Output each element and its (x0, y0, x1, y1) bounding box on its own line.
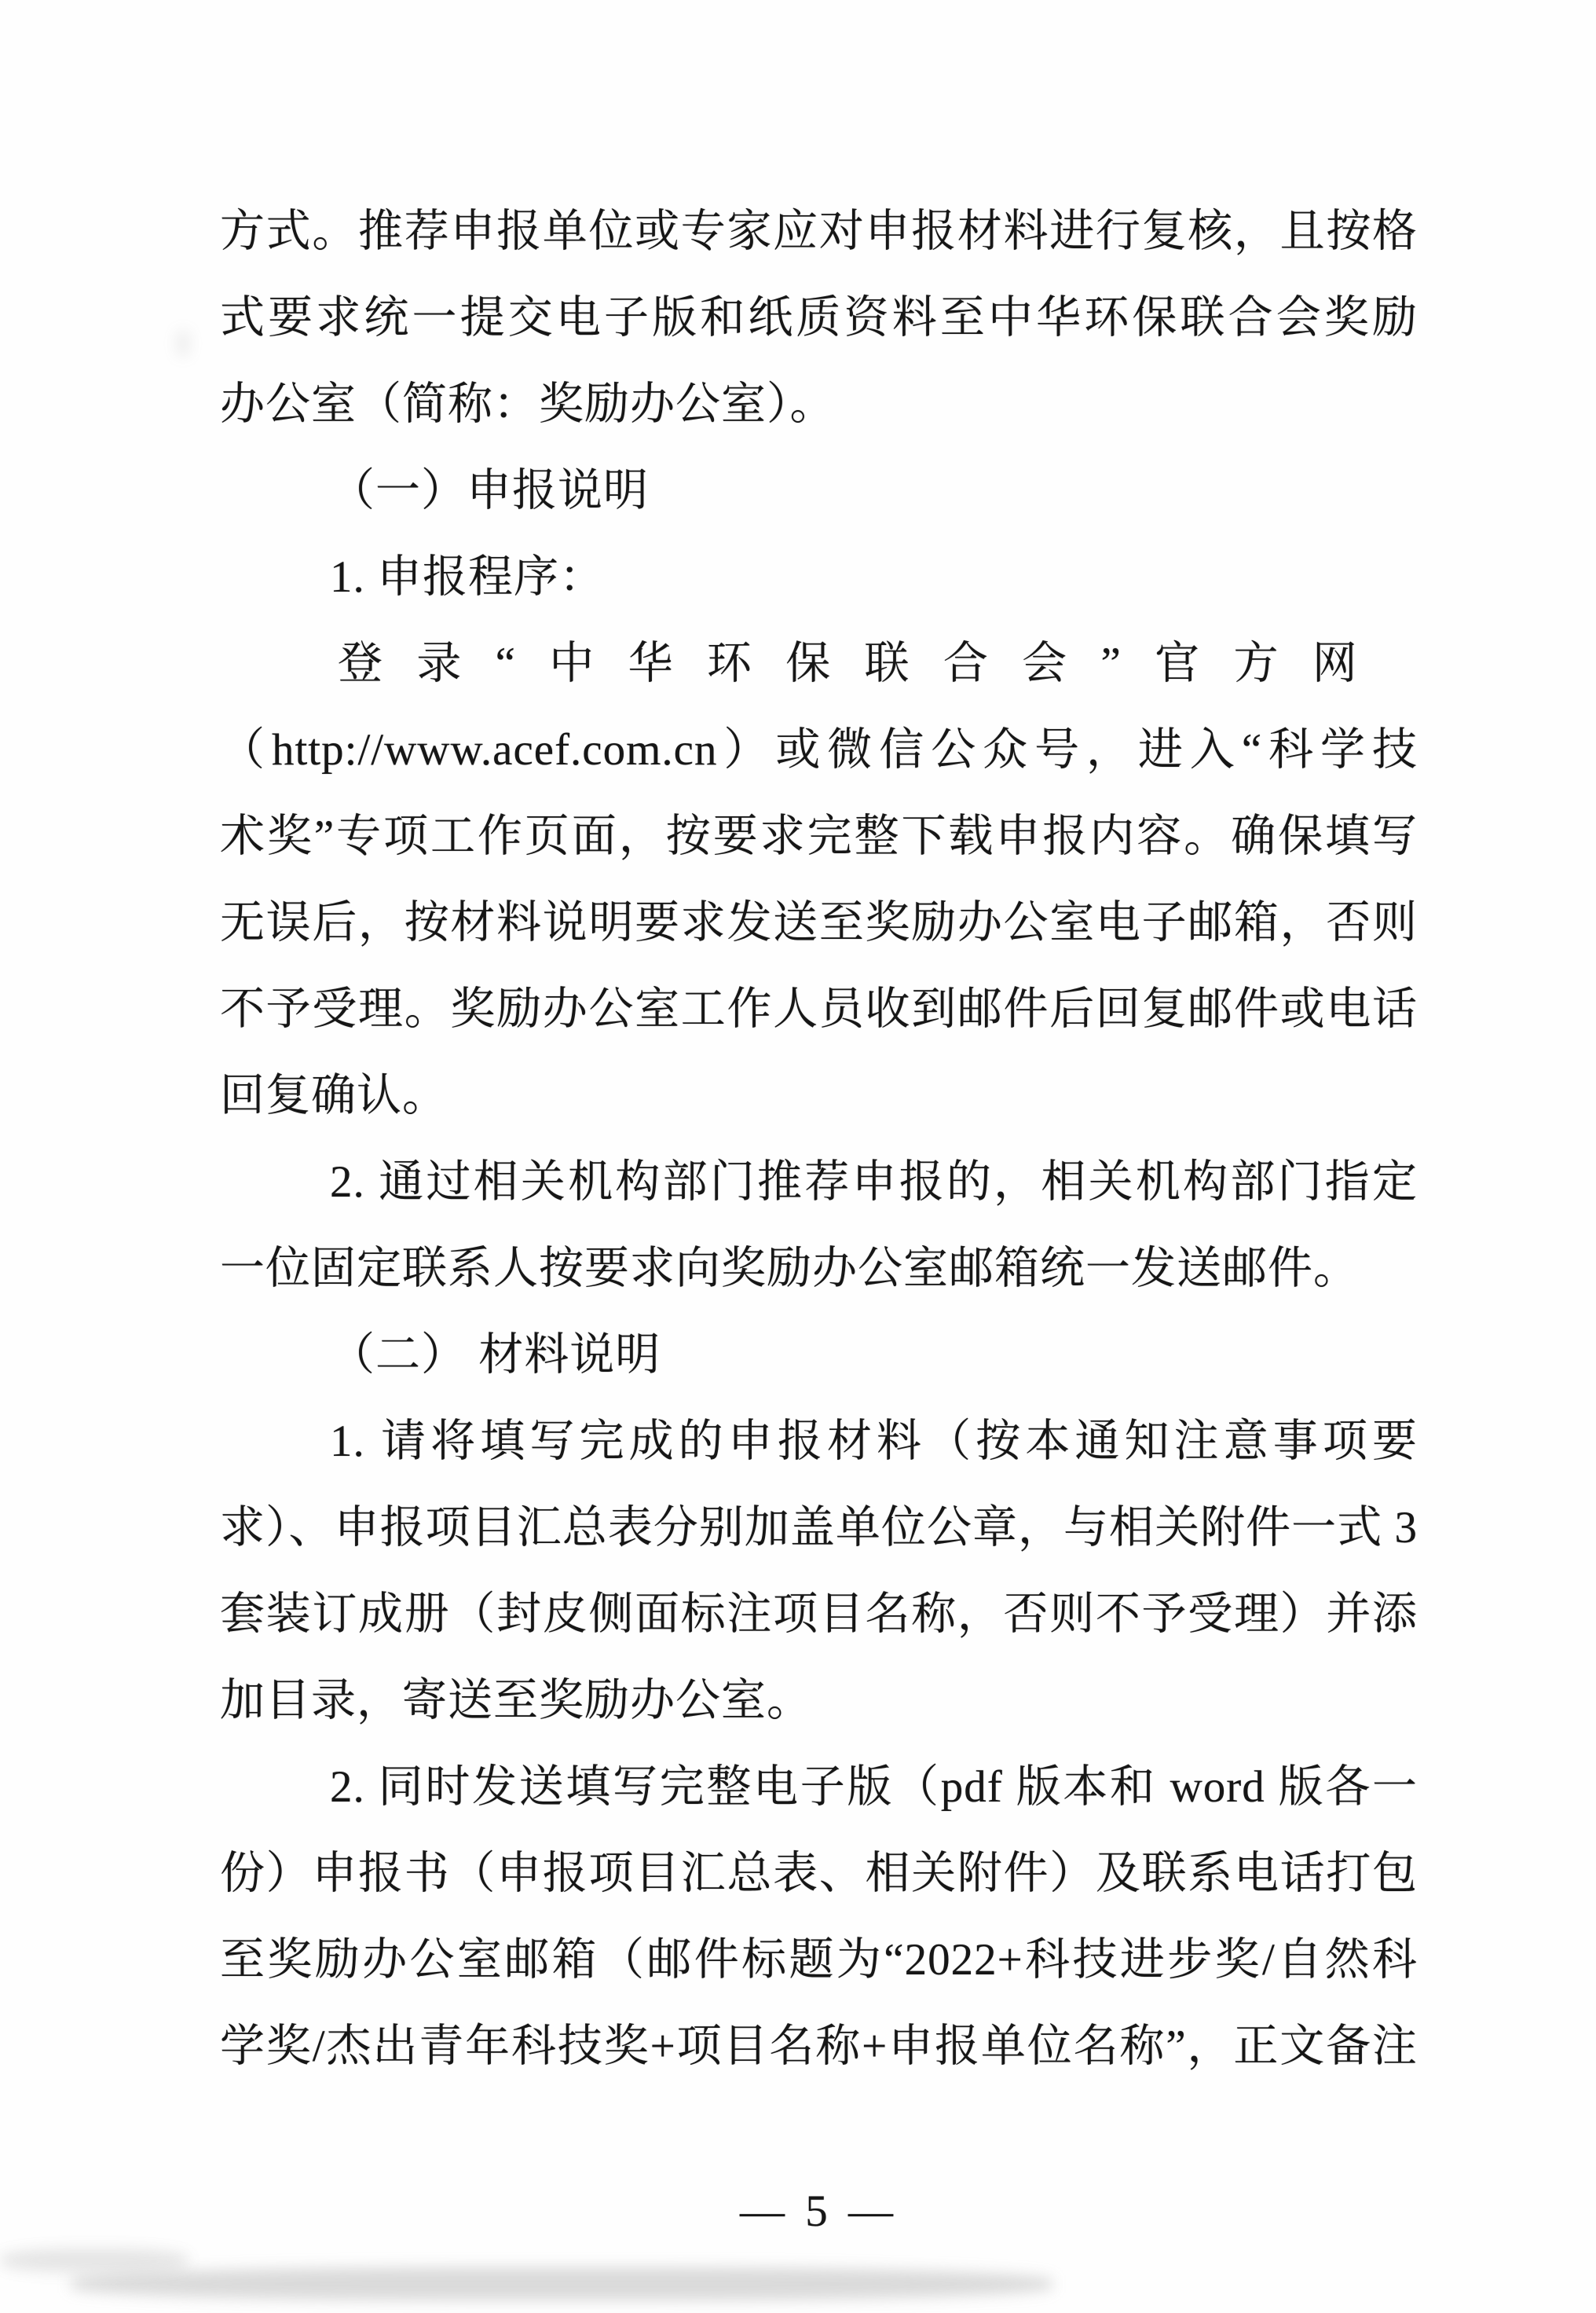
text-line: 一位固定联系人按要求向奖励办公室邮箱统一发送邮件。 (220, 1244, 1359, 1293)
text-line: 套装订成册（封皮侧面标注项目名称，否则不予受理）并添 (220, 1589, 1418, 1639)
text-line: 方式。推荐申报单位或专家应对申报材料进行复核，且按格 (220, 207, 1418, 256)
section-heading: （一）申报说明 (330, 466, 649, 515)
scan-artifact (71, 2267, 1052, 2300)
text-line: 不予受理。奖励办公室工作人员收到邮件后回复邮件或电话 (220, 984, 1418, 1034)
text-line: 办公室（简称：奖励办公室）。 (220, 379, 836, 429)
text-line: 无误后，按材料说明要求发送至奖励办公室电子邮箱，否则 (220, 898, 1418, 948)
text-line: 2. 通过相关机构部门推荐申报的，相关机构部门指定 (330, 1157, 1418, 1207)
text-line: 份）申报书（申报项目汇总表、相关附件）及联系电话打包 (220, 1849, 1418, 1898)
document-body (220, 189, 1418, 2255)
scan-artifact (0, 2249, 189, 2272)
scan-artifact (177, 330, 189, 357)
text-line: 登录“中华环保联合会”官方网 (338, 639, 1392, 688)
section-heading: （二） 材料说明 (330, 1330, 661, 1380)
text-line: 1. 请将填写完成的申报材料（按本通知注意事项要 (330, 1417, 1418, 1466)
text-line: 式要求统一提交电子版和纸质资料至中华环保联合会奖励 (220, 293, 1418, 343)
text-line: 学奖/杰出青年科技奖+项目名称+申报单位名称”，正文备注 (220, 2022, 1418, 2071)
text-line: 术奖”专项工作页面，按要求完整下载申报内容。确保填写 (220, 812, 1418, 861)
text-line: 至奖励办公室邮箱（邮件标题为“2022+科技进步奖/自然科 (220, 1935, 1418, 1985)
text-line: （http://www.acef.com.cn）或微信公众号，进入“科学技 (220, 725, 1418, 775)
text-line: 加目录，寄送至奖励办公室。 (220, 1676, 812, 1725)
text-line: 求）、申报项目汇总表分别加盖单位公章，与相关附件一式 3 (220, 1503, 1418, 1552)
text-line: 2. 同时发送填写完整电子版（pdf 版本和 word 版各一 (330, 1762, 1418, 1812)
page-number: — 5 — (740, 2187, 898, 2236)
text-line: 回复确认。 (220, 1071, 448, 1120)
list-item-heading: 1. 申报程序： (330, 552, 605, 602)
